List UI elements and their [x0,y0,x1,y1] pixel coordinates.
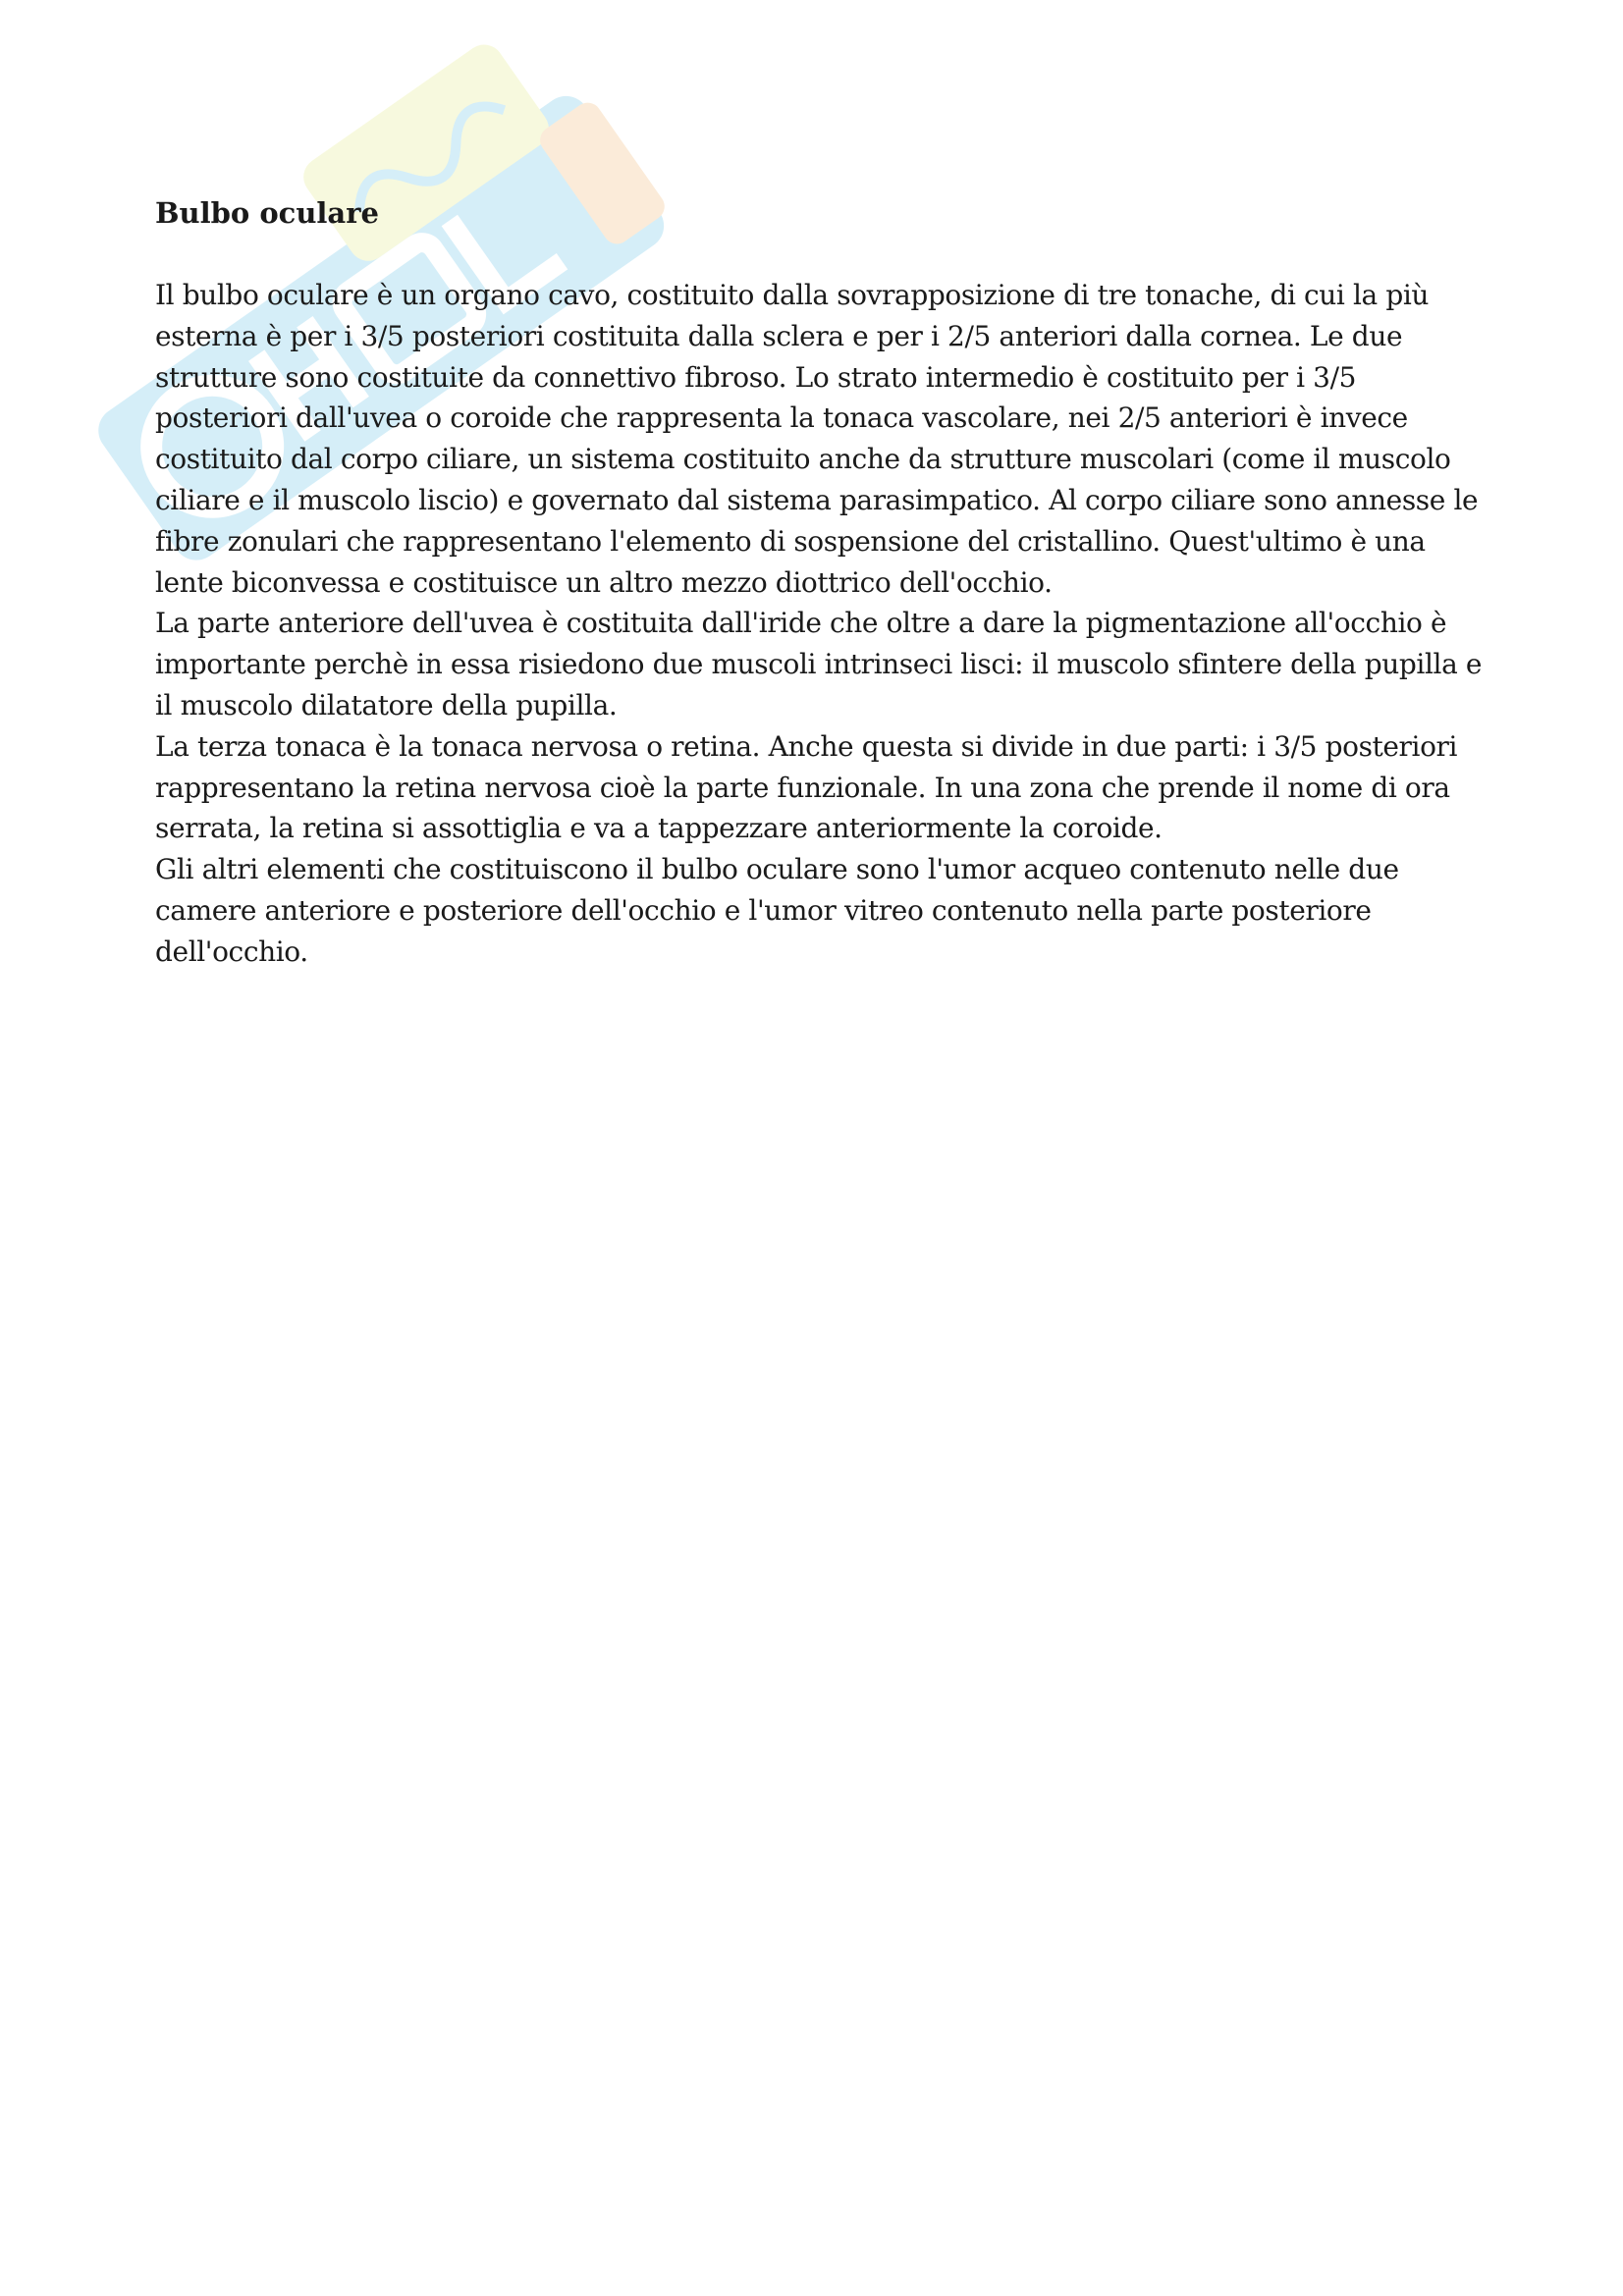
paragraph-iride: La parte anteriore dell'uvea è costituita dall'iride che oltre a dare la pigmentazione all'occhio è importante perchè in essa risiedono due muscoli intrinseci lisci: il muscolo sfintere della pupilla e il muscolo dilatatore della pupilla. [155,607,1483,721]
document-title: Bulbo oculare [155,196,379,230]
paragraph-tonache: Il bulbo oculare è un organo cavo, costituito dalla sovrapposizione di tre tonache, di cui la più esterna è per i 3/5 posteriori costituita dalla sclera e per i 2/5 anteriori dalla cornea. Le due strutture sono costituite da connettivo fibroso. Lo strato intermedio è costituito per i 3/5 posteriori dall'uvea o coroide che rappresenta la tonaca vascolare, nei 2/5 anteriori è invece costituito dal corpo ciliare, un sistema costituito anche da strutture muscolari (come il muscolo ciliare e il muscolo liscio) e governato dal sistema parasimpatico. Al corpo ciliare sono annesse le fibre zonulari che rappresentano l'elemento di sospensione del cristallino. Quest'ultimo è una lente biconvessa e costituisce un altro mezzo diottrico dell'occhio. [155,279,1479,599]
document-body [155,192,1490,973]
paragraph-umor: Gli altri elementi che costituiscono il bulbo oculare sono l'umor acqueo contenuto nelle due camere anteriore e posteriore dell'occhio e l'umor vitreo contenuto nella parte posteriore dell'occhio. [155,853,1399,968]
paragraph-retina: La terza tonaca è la tonaca nervosa o retina. Anche questa si divide in due parti: i 3/5 posteriori rappresentano la retina nervosa cioè la parte funzionale. In una zona che prende il nome di ora serrata, la retina si assottiglia e va a tappezzare anteriormente la coroide. [155,729,1458,845]
